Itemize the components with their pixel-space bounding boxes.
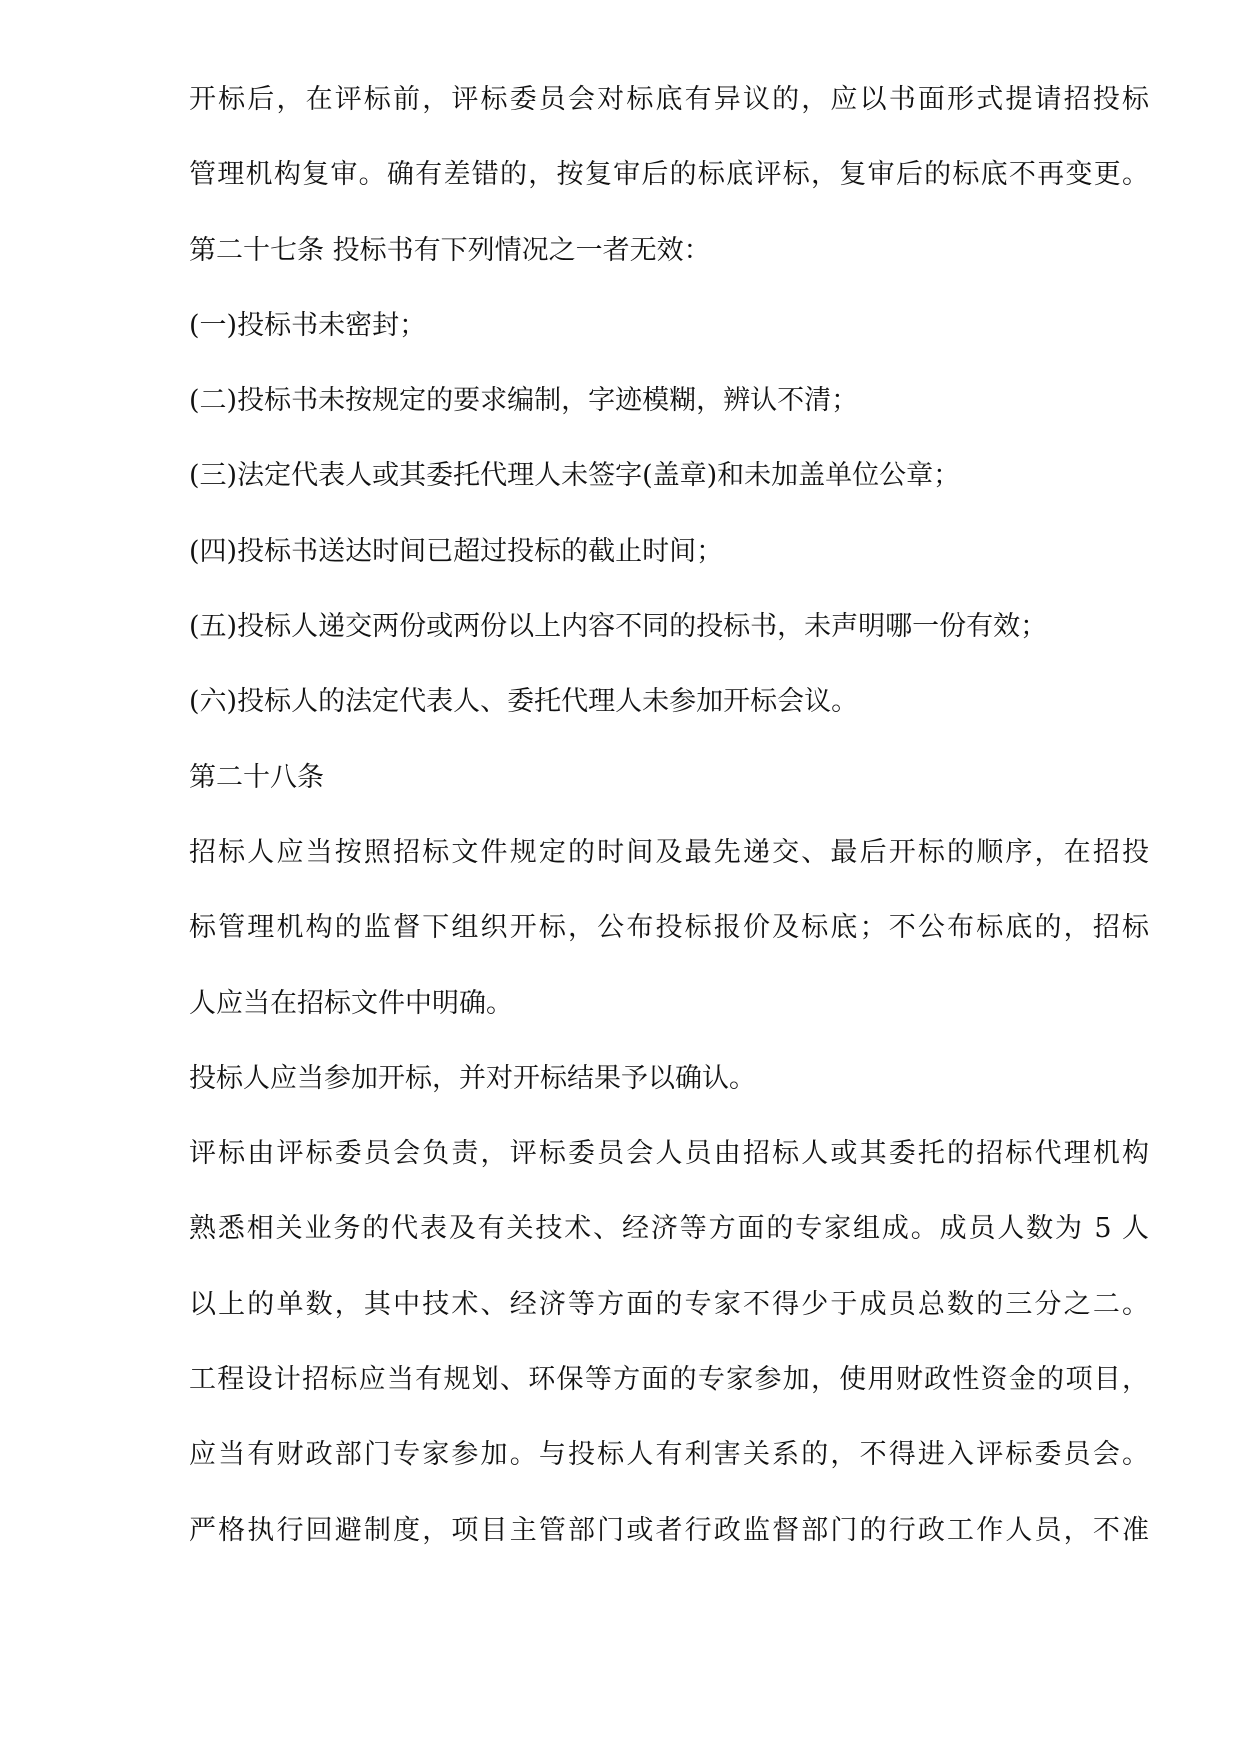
text-line: 投标人应当参加开标，并对开标结果予以确认。 bbox=[189, 1062, 756, 1094]
text-line: 招标人应当按照招标文件规定的时间及最先递交、最后开标的顺序，在招投 bbox=[189, 836, 1149, 868]
text-line: (二)投标书未按规定的要求编制，字迹模糊，辨认不清； bbox=[189, 385, 859, 417]
text-line: 以上的单数，其中技术、经济等方面的专家不得少于成员总数的三分之二。 bbox=[189, 1288, 1149, 1320]
text-line: 严格执行回避制度，项目主管部门或者行政监督部门的行政工作人员，不准 bbox=[189, 1514, 1149, 1546]
text-line: 工程设计招标应当有规划、环保等方面的专家参加，使用财政性资金的项目， bbox=[189, 1364, 1149, 1396]
text-line: 熟悉相关业务的代表及有关技术、经济等方面的专家组成。成员人数为 5 人 bbox=[189, 1213, 1149, 1245]
text-line: 第二十八条 bbox=[189, 761, 324, 793]
text-line: 评标由评标委员会负责，评标委员会人员由招标人或其委托的招标代理机构 bbox=[189, 1138, 1149, 1170]
text-line: (三)法定代表人或其委托代理人未签字(盖章)和未加盖单位公章； bbox=[189, 460, 961, 492]
text-line: 第二十七条 投标书有下列情况之一者无效： bbox=[189, 234, 711, 266]
text-line: (一)投标书未密封； bbox=[189, 309, 427, 341]
text-line: 管理机构复审。确有差错的，按复审后的标底评标，复审后的标底不再变更。 bbox=[189, 159, 1149, 191]
text-line: (四)投标书送达时间已超过投标的截止时间； bbox=[189, 535, 724, 567]
text-line: 应当有财政部门专家参加。与投标人有利害关系的，不得进入评标委员会。 bbox=[189, 1439, 1149, 1471]
text-line: (六)投标人的法定代表人、委托代理人未参加开标会议。 bbox=[189, 686, 859, 718]
text-line: 开标后，在评标前，评标委员会对标底有异议的，应以书面形式提请招投标 bbox=[189, 84, 1149, 115]
text-line: (五)投标人递交两份或两份以上内容不同的投标书，未声明哪一份有效； bbox=[189, 611, 1048, 643]
text-line: 人应当在招标文件中明确。 bbox=[189, 987, 513, 1019]
document-body bbox=[189, 62, 1149, 1568]
text-line: 标管理机构的监督下组织开标，公布投标报价及标底；不公布标底的，招标 bbox=[189, 912, 1149, 944]
